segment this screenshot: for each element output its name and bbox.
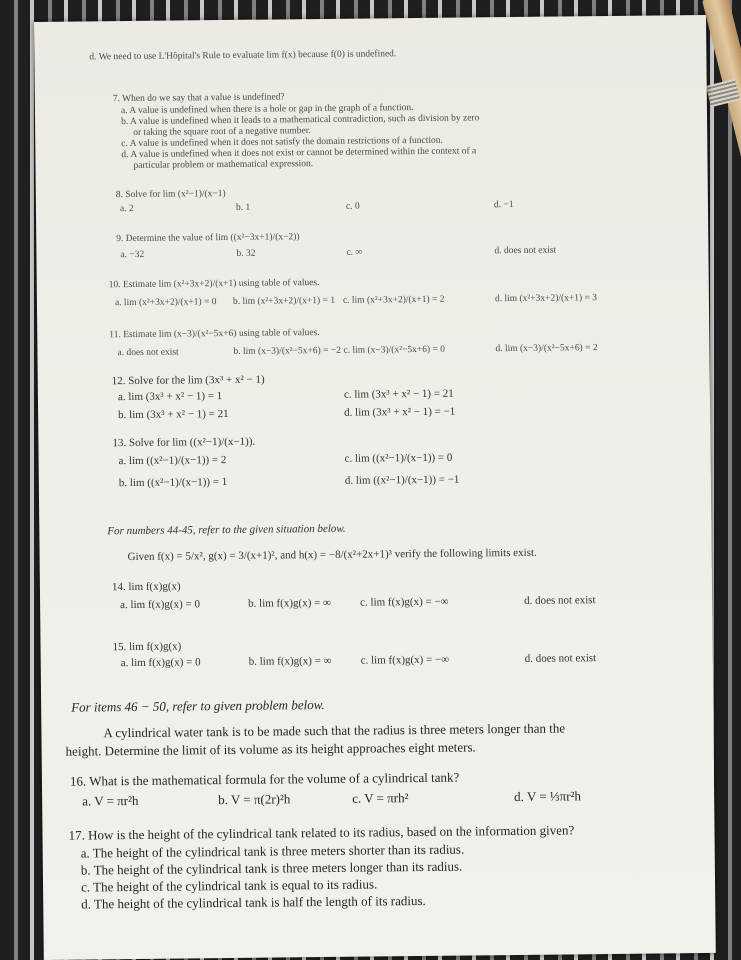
q12-option-d: d. lim (3x³ + x² − 1) = −1 xyxy=(344,405,456,419)
q10-option-c: c. lim (x²+3x+2)/(x+1) = 2 xyxy=(342,294,445,306)
q11-option-c: c. lim (x−3)/(x²−5x+6) = 0 xyxy=(343,344,446,356)
q8-option-b: b. 1 xyxy=(235,202,251,213)
q8-option-c: c. 0 xyxy=(345,201,360,212)
q17-stem: 17. How is the height of the cylindrical tank related to its radius, based on the information given? xyxy=(68,822,575,843)
q9-option-c: c. ∞ xyxy=(346,247,363,258)
q14-option-c: c. lim f(x)g(x) = −∞ xyxy=(360,595,449,609)
q16-option-c: c. V = πrh² xyxy=(352,790,409,806)
q16-option-a: a. V = πr²h xyxy=(82,792,139,809)
q13-option-b: b. lim ((x²−1)/(x−1)) = 1 xyxy=(118,476,228,490)
q10-option-b: b. lim (x²+3x+2)/(x+1) = 1 xyxy=(232,295,336,307)
q11-stem: 11. Estimate lim (x−3)/(x²−5x+6) using table of values. xyxy=(109,328,320,341)
q12-option-a: a. lim (3x³ + x² − 1) = 1 xyxy=(117,390,223,404)
q11-option-a: a. does not exist xyxy=(117,347,179,359)
q15-option-c: c. lim f(x)g(x) = −∞ xyxy=(360,653,450,667)
q7-option-b: b. A value is undefined when it leads to a mathematical contradiction, such as division by zero xyxy=(121,113,480,128)
q15-option-a: a. lim f(x)g(x) = 0 xyxy=(120,656,201,670)
q17-option-c: c. The height of the cylindrical tank is equal to its radius. xyxy=(80,876,378,895)
q7-option-b-cont: or taking the square root of a negative number. xyxy=(133,126,311,138)
q8-stem: 8. Solve for lim (x²−1)/(x−1) xyxy=(115,189,226,201)
worksheet-page xyxy=(34,15,716,960)
given-functions: Given f(x) = 5/x², g(x) = 3/(x+1)², and h(x) = −8/(x²+2x+1)³ verify the following limits exist. xyxy=(127,546,537,564)
q7-option-d: d. A value is undefined when it does not exist or cannot be determined within the context of a xyxy=(121,146,477,161)
q14-option-b: b. lim f(x)g(x) = ∞ xyxy=(248,596,331,610)
q14-stem: 14. lim f(x)g(x) xyxy=(111,580,181,594)
q7-option-d-cont: particular problem or mathematical expression. xyxy=(133,159,314,171)
q8-option-a: a. 2 xyxy=(119,203,134,215)
section-heading-44-45: For numbers 44-45, refer to the given situation below. xyxy=(107,522,346,538)
q17-option-a: a. The height of the cylindrical tank is three meters shorter than its radius. xyxy=(80,841,465,861)
q9-stem: 9. Determine the value of lim ((x²−3x+1)/(x−2)) xyxy=(116,232,300,245)
q11-option-b: b. lim (x−3)/(x²−5x+6) = −2 xyxy=(233,345,341,357)
q1-option-d: d. We need to use L'Hôpital's Rule to evaluate lim f(x) because f(0) is undefined. xyxy=(89,49,397,63)
q12-option-b: b. lim (3x³ + x² − 1) = 21 xyxy=(118,407,229,422)
problem-text-line-1: A cylindrical water tank is to be made such that the radius is three meters longer than the xyxy=(103,720,566,741)
q12-stem: 12. Solve for the lim (3x³ + x² − 1) xyxy=(111,373,265,388)
section-heading-46-50: For items 46 − 50, refer to given problem below. xyxy=(71,696,325,715)
q9-option-a: a. −32 xyxy=(120,249,145,261)
q12-option-c: c. lim (3x³ + x² − 1) = 21 xyxy=(343,387,454,401)
q13-option-c: c. lim ((x²−1)/(x−1)) = 0 xyxy=(344,451,453,465)
problem-text-line-2: height. Determine the limit of its volume as its height approaches eight meters. xyxy=(65,739,476,759)
q10-stem: 10. Estimate lim (x²+3x+2)/(x+1) using table of values. xyxy=(108,278,320,291)
q10-option-a: a. lim (x²+3x+2)/(x+1) = 0 xyxy=(114,297,217,309)
q16-option-d: d. V = ⅓πr²h xyxy=(514,788,582,805)
q9-option-b: b. 32 xyxy=(236,248,256,259)
q7-stem: 7. When do we say that a value is undefined? xyxy=(112,92,285,105)
q7-option-c: c. A value is undefined when it does not satisfy the domain restrictions of a function. xyxy=(121,135,443,150)
q15-option-b: b. lim f(x)g(x) = ∞ xyxy=(248,654,332,668)
q8-option-d: d. −1 xyxy=(493,199,514,211)
q13-stem: 13. Solve for lim ((x²−1)/(x−1)). xyxy=(112,435,256,450)
q13-option-a: a. lim ((x²−1)/(x−1)) = 2 xyxy=(118,454,227,468)
q15-option-d: d. does not exist xyxy=(524,652,597,665)
q15-stem: 15. lim f(x)g(x) xyxy=(112,640,182,654)
q9-option-d: d. does not exist xyxy=(494,245,557,257)
q7-option-a: a. A value is undefined when there is a hole or gap in the graph of a function. xyxy=(120,103,414,117)
q16-option-b: b. V = π(2r)²h xyxy=(218,791,291,808)
q10-option-d: d. lim (x²+3x+2)/(x+1) = 3 xyxy=(494,293,598,305)
q17-option-d: d. The height of the cylindrical tank is half the length of its radius. xyxy=(81,892,426,912)
q17-option-b: b. The height of the cylindrical tank is three meters longer than its radius. xyxy=(80,858,463,878)
q14-option-d: d. does not exist xyxy=(524,594,596,607)
q13-option-d: d. lim ((x²−1)/(x−1)) = −1 xyxy=(344,473,460,487)
q16-stem: 16. What is the mathematical formula for the volume of a cylindrical tank? xyxy=(69,769,460,789)
q14-option-a: a. lim f(x)g(x) = 0 xyxy=(120,598,200,612)
q11-option-d: d. lim (x−3)/(x²−5x+6) = 2 xyxy=(495,343,598,355)
